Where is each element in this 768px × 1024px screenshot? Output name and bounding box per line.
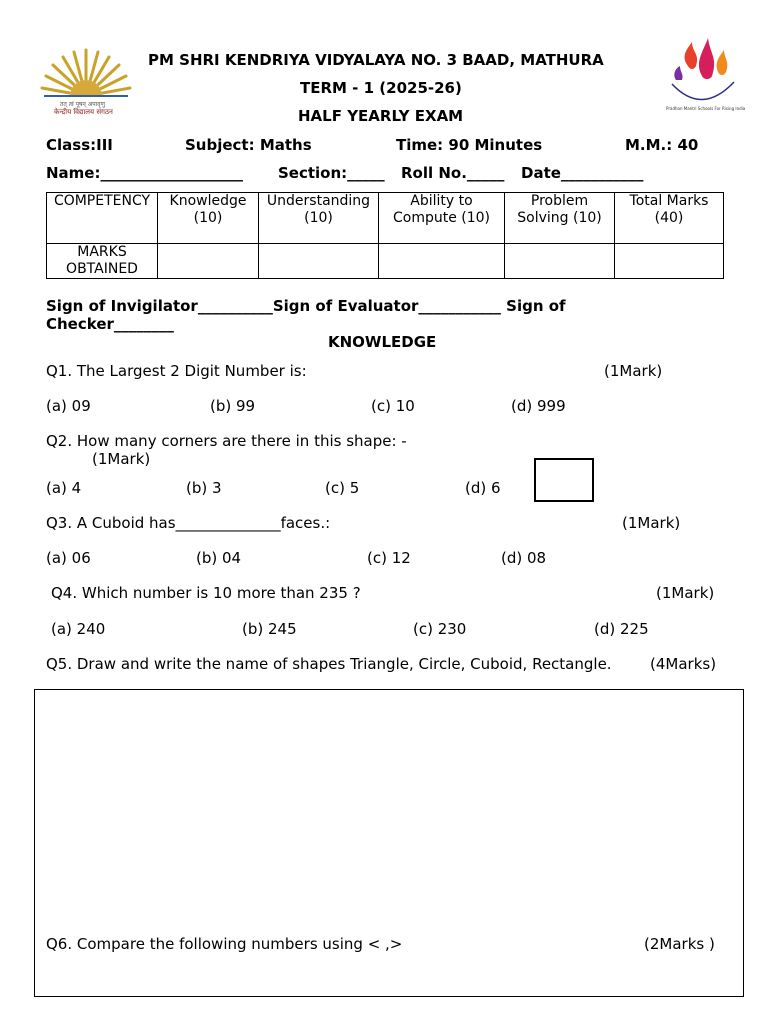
time-label: Time: 90 Minutes: [396, 136, 543, 154]
max-marks-label: M.M.: 40: [625, 136, 699, 154]
header-total: Total Marks (40): [615, 193, 724, 244]
header-competency: COMPETENCY: [47, 193, 158, 244]
roll-field: Roll No._____: [401, 164, 505, 182]
q2-option-b: (b) 3: [186, 479, 222, 497]
q4-option-c: (c) 230: [413, 620, 467, 638]
q6-text: Q6. Compare the following numbers using < ,>: [46, 935, 403, 953]
q1-option-c: (c) 10: [371, 397, 415, 415]
marks-cell: [615, 244, 724, 279]
q4-text: Q4. Which number is 10 more than 235 ?: [51, 584, 361, 602]
marks-cell: [505, 244, 615, 279]
q2-text: Q2. How many corners are there in this shape: -: [46, 432, 407, 450]
date-field: Date___________: [521, 164, 644, 182]
q3-text: Q3. A Cuboid has______________faces.:: [46, 514, 331, 532]
term-title: TERM - 1 (2025-26): [300, 79, 462, 97]
marks-cell: [379, 244, 505, 279]
marks-cell: [259, 244, 379, 279]
q3-marks: (1Mark): [622, 514, 681, 532]
kvs-logo: [38, 40, 134, 120]
header-understanding: Understanding (10): [259, 193, 379, 244]
signature-line: Sign of Invigilator__________Sign of Evaluator___________ Sign of: [46, 297, 566, 315]
q2-option-c: (c) 5: [325, 479, 360, 497]
q4-option-a: (a) 240: [51, 620, 106, 638]
subject-label: Subject: Maths: [185, 136, 312, 154]
q1-marks: (1Mark): [604, 362, 663, 380]
q5-text: Q5. Draw and write the name of shapes Triangle, Circle, Cuboid, Rectangle.: [46, 655, 612, 673]
class-label: Class:III: [46, 136, 113, 154]
section-title: KNOWLEDGE: [328, 333, 437, 351]
q4-option-b: (b) 245: [242, 620, 297, 638]
q3-option-a: (a) 06: [46, 549, 91, 567]
marks-obtained-label: MARKS OBTAINED: [47, 244, 158, 279]
header-problem-solving: Problem Solving (10): [505, 193, 615, 244]
q5-marks: (4Marks): [650, 655, 717, 673]
q4-marks: (1Mark): [656, 584, 715, 602]
q2-option-d: (d) 6: [465, 479, 501, 497]
header-ability: Ability to Compute (10): [379, 193, 505, 244]
rectangle-shape: [534, 458, 594, 502]
q3-option-d: (d) 08: [501, 549, 547, 567]
name-field: Name:___________________: [46, 164, 243, 182]
q1-option-b: (b) 99: [210, 397, 256, 415]
q3-option-c: (c) 12: [367, 549, 411, 567]
section-field: Section:_____: [278, 164, 385, 182]
marks-cell: [158, 244, 259, 279]
q2-option-a: (a) 4: [46, 479, 82, 497]
pmshri-flame-icon: [662, 36, 742, 116]
exam-title: HALF YEARLY EXAM: [298, 107, 464, 125]
checker-line: Checker________: [46, 315, 174, 333]
q2-marks: (1Mark): [92, 450, 151, 468]
q3-option-b: (b) 04: [196, 549, 242, 567]
kvs-motto: तत् त्वं पूषन् अपावृणु: [60, 101, 105, 108]
kvs-sun-icon: [38, 40, 134, 102]
q1-option-a: (a) 09: [46, 397, 91, 415]
school-name: PM SHRI KENDRIYA VIDYALAYA NO. 3 BAAD, MATHURA: [148, 51, 604, 69]
q4-option-d: (d) 225: [594, 620, 649, 638]
header-knowledge: Knowledge (10): [158, 193, 259, 244]
competency-table: [46, 192, 724, 279]
kvs-name: केन्द्रीय विद्यालय संगठन: [54, 108, 113, 116]
q6-marks: (2Marks ): [644, 935, 715, 953]
pmshri-caption: Pradhan Mantri Schools For Rising India: [666, 106, 746, 111]
q1-text: Q1. The Largest 2 Digit Number is:: [46, 362, 307, 380]
q1-option-d: (d) 999: [511, 397, 566, 415]
pmshri-logo: [662, 36, 746, 116]
